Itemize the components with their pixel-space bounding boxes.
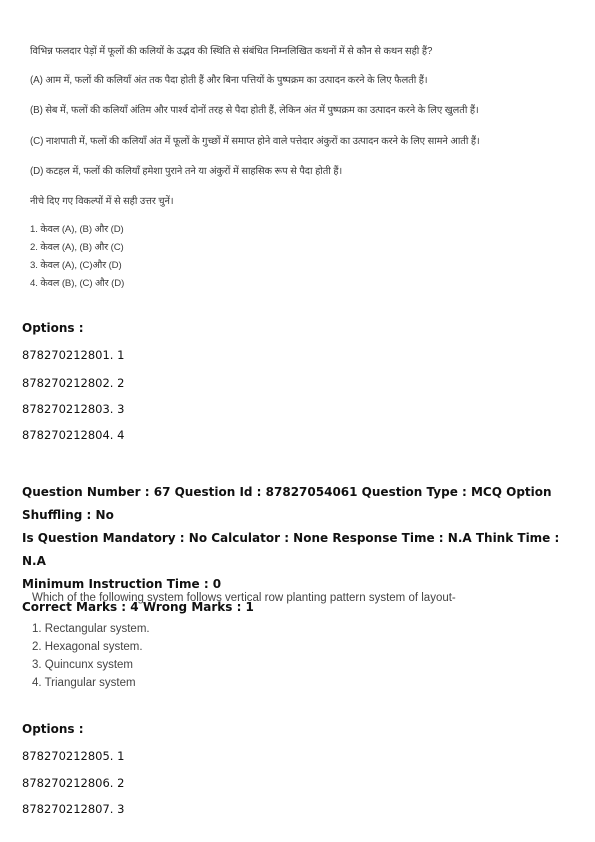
option-id: 878270212804. 4 — [22, 428, 125, 442]
question-67-stem: Which of the following system follows vertical row planting pattern system of layout- — [32, 592, 456, 604]
option-id: 878270212806. 2 — [22, 776, 125, 790]
options-heading: Options : — [22, 321, 84, 335]
choice-item: 4. Triangular system — [32, 677, 136, 689]
question-66-instruction: नीचे दिए गए विकल्पों में से सही उत्तर चुनें। — [30, 196, 174, 207]
choice-item: 4. केवल (B), (C) और (D) — [30, 278, 125, 289]
choice-item: 1. Rectangular system. — [32, 623, 150, 635]
statement-d: (D) कटहल में, फलों की कलियाँ हमेशा पुराने तने या अंकुरों में साहसिक रूप से पैदा होती हैं। — [30, 166, 343, 177]
choice-item: 3. केवल (A), (C)और (D) — [30, 260, 122, 271]
question-67-choices — [32, 620, 150, 692]
statement-c: (C) नाशपाती में, फलों की कलियाँ अंत में फूलों के गुच्छों में समाप्त होने वाले पत्तेदार अंकुरों का उत्पादन करने के लिए सामने आती हैं। — [30, 136, 480, 147]
option-id: 878270212803. 3 — [22, 402, 125, 416]
option-id: 878270212802. 2 — [22, 376, 125, 390]
question-meta-line: Is Question Mandatory : No Calculator : None Response Time : N.A Think Time : N.A — [22, 531, 560, 568]
statement-a: (A) आम में, फलों की कलियाँ अंत तक पैदा होती हैं और बिना पत्तियों के पुष्पक्रम का उत्पादन करने के लिए फैलती हैं। — [30, 75, 428, 86]
marks-line: Correct Marks : 4 Wrong Marks : 1 — [22, 600, 254, 614]
choice-item: 1. केवल (A), (B) और (D) — [30, 224, 124, 235]
question-meta-line: Question Number : 67 Question Id : 87827054061 Question Type : MCQ Option Shuffling : No — [22, 485, 552, 522]
question-meta-line: Minimum Instruction Time : 0 — [22, 577, 222, 591]
question-66-choices — [30, 223, 124, 295]
statement-b: (B) सेब में, फलों की कलियाँ अंतिम और पार्श्व दोनों तरह से पैदा होती हैं, लेकिन अंत में पुष्पक्रम का उत्पादन करने के लिए खुलती हैं। — [30, 105, 479, 116]
options-heading: Options : — [22, 722, 84, 736]
option-id: 878270212807. 3 — [22, 802, 125, 816]
question-66-stem: विभिन्न फलदार पेड़ों में फूलों की कलियों के उद्भव की स्थिति से संबंधित निम्नलिखित कथनों में से कौन से कथन सही हैं? — [30, 46, 433, 57]
choice-item: 3. Quincunx system — [32, 659, 133, 671]
choice-item: 2. Hexagonal system. — [32, 641, 143, 653]
option-id: 878270212801. 1 — [22, 348, 125, 362]
option-id: 878270212805. 1 — [22, 749, 125, 763]
choice-item: 2. केवल (A), (B) और (C) — [30, 242, 124, 253]
